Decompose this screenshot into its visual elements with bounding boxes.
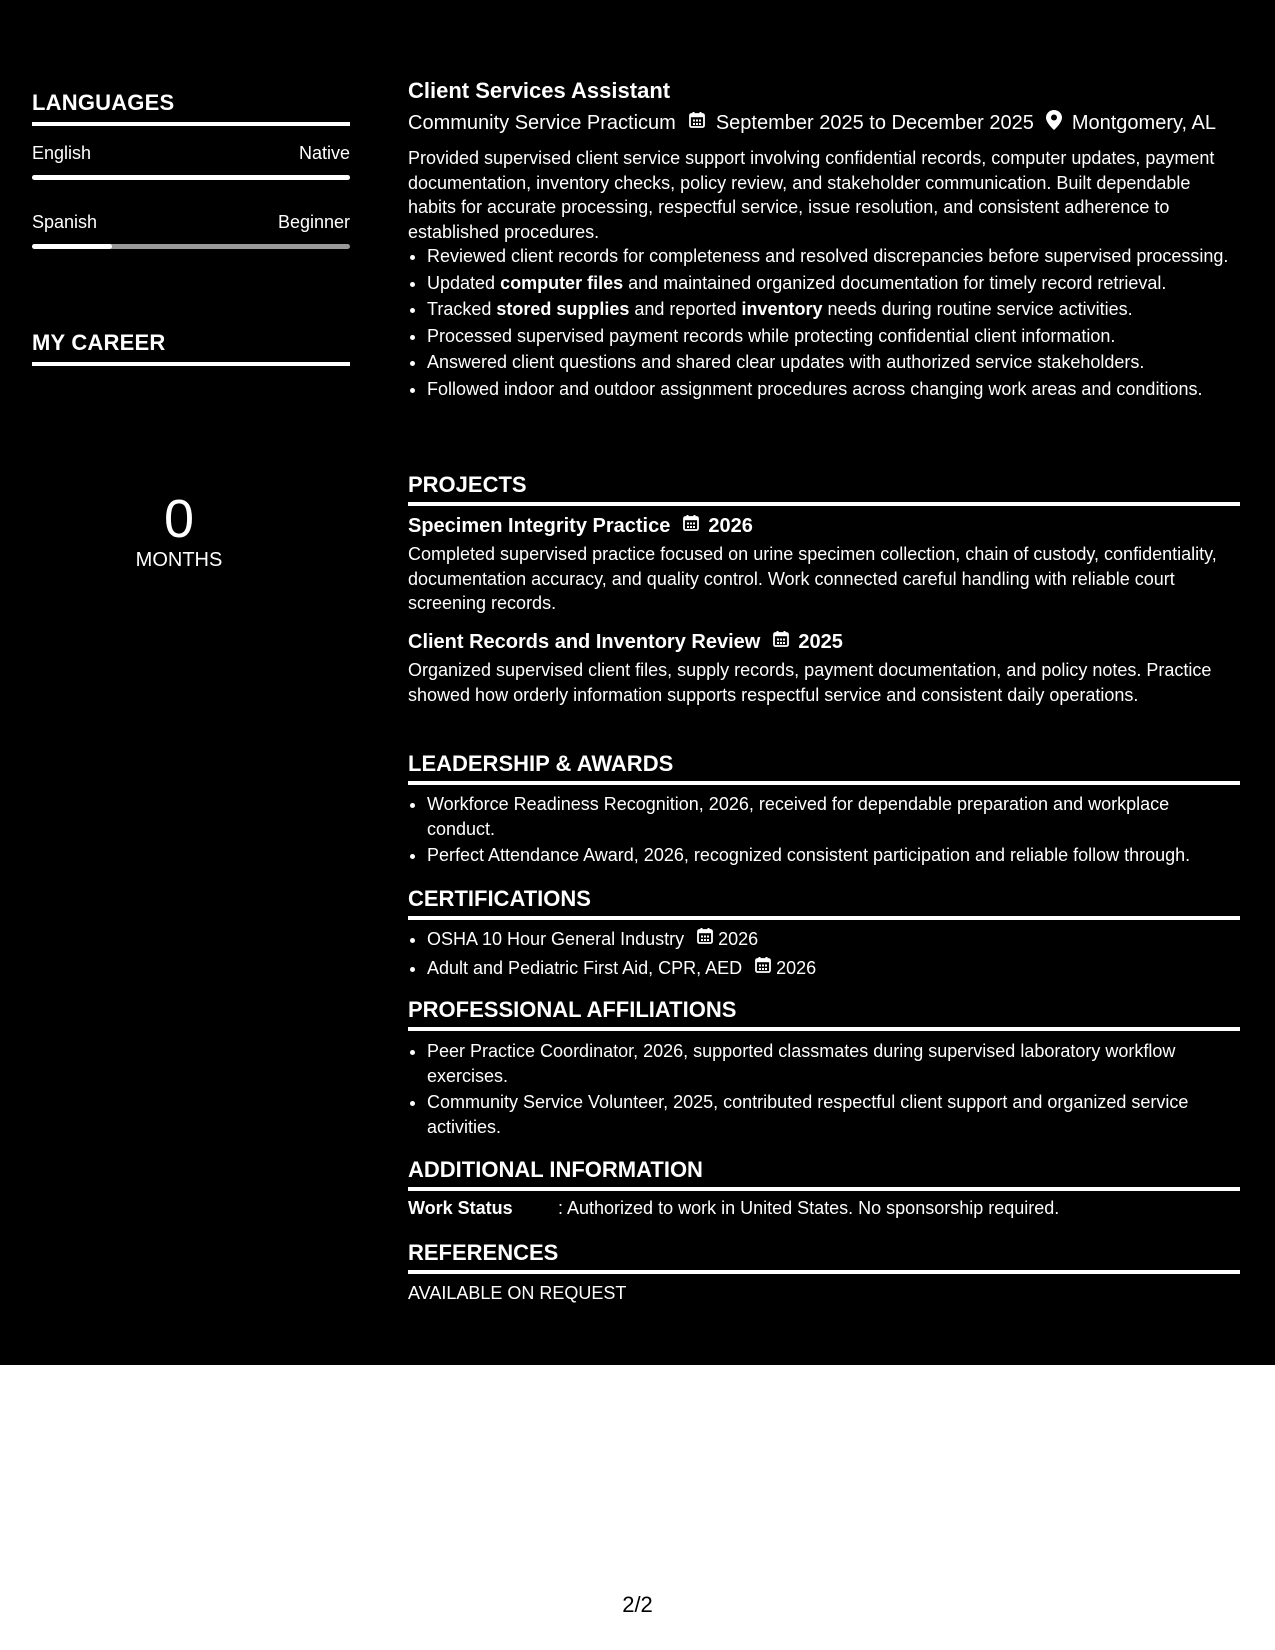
experience-body (408, 146, 1240, 403)
list-item (427, 956, 1240, 981)
bullet-bold: stored supplies (496, 299, 630, 319)
job-dates: September 2025 to December 2025 (715, 111, 1034, 134)
projects-heading: PROJECTS (408, 472, 1240, 506)
job-title: Client Services Assistant (408, 78, 671, 103)
list-item (427, 377, 1240, 402)
job-bullets (408, 244, 1240, 401)
list-item (427, 297, 1240, 322)
bullet-text: needs during routine service activities. (822, 299, 1133, 319)
leadership-bullets (408, 792, 1240, 868)
bullet-text: and reported (629, 299, 742, 319)
project-title: Client Records and Inventory Review (408, 630, 761, 653)
additional-heading: ADDITIONAL INFORMATION (408, 1157, 1240, 1191)
certification-name: • Adult and Pediatric First Aid, CPR, AED (427, 957, 743, 978)
bullet-bold: computer files (500, 272, 624, 293)
certification-bullets (408, 927, 1240, 980)
certification-year: 2026 (718, 929, 759, 949)
project-item (408, 630, 1240, 707)
project-title: Specimen Integrity Practice (408, 514, 671, 537)
certification-row (427, 927, 1240, 952)
career-value: 0 (163, 489, 195, 549)
affiliations-list (408, 1039, 1240, 1141)
language-name: Spanish (32, 212, 98, 232)
bullet-text: Reviewed client records for completeness and resolved discrepancies before supervised processing. (427, 246, 1229, 266)
calendar-icon (696, 927, 714, 952)
list-item (427, 350, 1240, 375)
map-pin-icon (1046, 110, 1062, 136)
project-description: Organized supervised client files, supply records, payment documentation, and policy notes. Practice showed how orderly information supports respectful service and consistent daily operations. (408, 660, 1212, 705)
job-summary: Provided supervised client service support involving confidential records, computer updates, payment documentation, inventory checks, policy review, and stakeholder communication. Built dependable habits for accurate processing, respectful service, issue resolution, and consistent adherence to established procedures. (408, 148, 1215, 242)
calendar-icon (682, 514, 700, 538)
language-name: English (32, 143, 92, 163)
job-organization: Community Service Practicum (408, 111, 676, 134)
list-item (427, 271, 1240, 296)
sidebar (32, 0, 350, 1365)
project-title-row (408, 630, 1240, 654)
project-item (408, 514, 1240, 616)
work-status (408, 1198, 1240, 1219)
language-proficiency-bar (32, 244, 350, 249)
references-text: AVAILABLE ON REQUEST (408, 1283, 627, 1303)
list-item (427, 927, 1240, 952)
bullet-bold: inventory (741, 299, 823, 319)
calendar-icon (772, 630, 790, 654)
list-item: • Community Service Volunteer, 2025, contributed respectful client support and organized service activities. (427, 1090, 1240, 1139)
references-heading: REFERENCES (408, 1240, 1240, 1274)
leadership-heading: LEADERSHIP & AWARDS (408, 751, 1240, 785)
affiliations-heading: PROFESSIONAL AFFILIATIONS (408, 997, 1240, 1031)
job-location: Montgomery, AL (1071, 111, 1216, 134)
calendar-icon (688, 111, 706, 135)
certifications-list (408, 927, 1240, 982)
bullet-text: and maintained organized documentation for timely record retrieval. (623, 272, 1167, 293)
language-proficiency-fill (32, 244, 112, 249)
language-proficiency-fill (32, 175, 350, 180)
language-level: Beginner (277, 212, 350, 232)
bullet-text: Processed supervised payment records while protecting confidential client information. (427, 325, 1116, 346)
certifications-heading: CERTIFICATIONS (408, 886, 1240, 920)
calendar-icon (754, 956, 772, 981)
career-unit: MONTHS (135, 549, 223, 571)
project-title-row (408, 514, 1240, 538)
project-description: Completed supervised practice focused on urine specimen collection, chain of custody, confidentiality, documentation accuracy, and quality control. Work connected careful handling with reliable court screening records. (408, 544, 1217, 613)
career-heading: MY CAREER (32, 330, 350, 366)
project-year: 2025 (798, 630, 843, 653)
certification-year: 2026 (776, 957, 817, 978)
job-meta (408, 110, 1216, 136)
certification-row (427, 956, 1240, 981)
certification-name: • OSHA 10 Hour General Industry (427, 929, 685, 949)
list-item: • Perfect Attendance Award, 2026, recognized consistent participation and reliable follow through. (427, 843, 1240, 868)
languages-heading: LANGUAGES (32, 90, 350, 126)
language-level: Native (298, 143, 350, 163)
leadership-list (408, 792, 1240, 870)
language-proficiency-bar (32, 175, 350, 180)
work-status-value: : Authorized to work in United States. No sponsorship required. (558, 1198, 1060, 1218)
list-item: • Workforce Readiness Recognition, 2026, received for dependable preparation and workplace conduct. (427, 792, 1240, 841)
list-item (427, 244, 1240, 269)
bullet-text: Updated (427, 272, 501, 293)
list-item: • Peer Practice Coordinator, 2026, supported classmates during supervised laboratory workflow exercises. (427, 1039, 1240, 1088)
work-status-row (408, 1198, 1240, 1219)
bullet-text: Followed indoor and outdoor assignment procedures across changing work areas and conditions. (427, 378, 1203, 399)
bullet-text: Tracked (427, 299, 497, 319)
affiliation-bullets (408, 1039, 1240, 1139)
work-status-label: Work Status (408, 1198, 513, 1218)
page-number: 2/2 (622, 1592, 653, 1617)
bullet-text: Answered client questions and shared clear updates with authorized service stakeholders. (427, 352, 1145, 372)
list-item (427, 324, 1240, 349)
project-year: 2026 (708, 514, 753, 537)
